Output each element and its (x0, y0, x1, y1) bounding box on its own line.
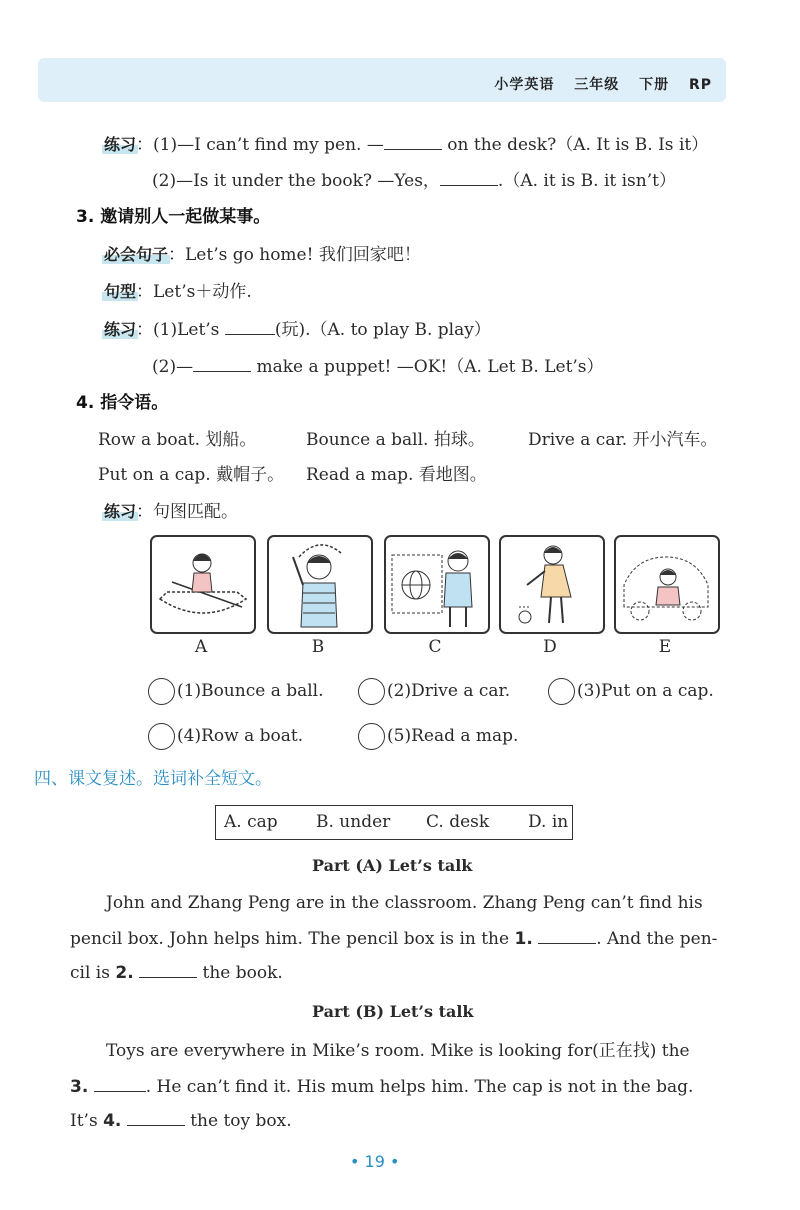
answer-circle[interactable] (358, 678, 385, 705)
picture-d-bounce-ball (499, 535, 605, 634)
command-row-a-boat: Row a boat. 划船。 (98, 430, 257, 450)
picture-label: E (658, 637, 672, 657)
answer-blank[interactable] (139, 963, 197, 978)
command-bounce-a-ball: Bounce a ball. 拍球。 (306, 430, 485, 450)
part-b-line-3: It’s 4. the toy box. (70, 1111, 292, 1131)
section3-pattern: 句型：Let’s＋动作. (104, 282, 252, 302)
picture-label: D (543, 637, 557, 657)
section3-heading: 3. 邀请别人一起做某事。 (76, 207, 271, 227)
page-number: • 19 • (350, 1152, 400, 1171)
header-subject: 小学英语 (494, 77, 555, 93)
picture-e-drive-car (614, 535, 720, 634)
section3-q1: 练习：(1)Let’s (玩).（A. to play B. play） (104, 320, 491, 340)
part-a-title: Part (A) Let’s talk (312, 856, 473, 875)
word-options-box (215, 805, 573, 840)
answer-circle[interactable] (548, 678, 575, 705)
pattern-label: 句型 (104, 282, 137, 301)
answer-blank[interactable] (94, 1077, 146, 1092)
part-b-title: Part (B) Let’s talk (312, 1002, 474, 1021)
practice-label: 练习 (104, 135, 137, 154)
answer-blank[interactable] (193, 357, 251, 372)
word-option: C. desk (426, 812, 490, 832)
word-option: B. under (316, 812, 391, 832)
practice-label: 练习 (104, 320, 137, 339)
picture-b-put-on-cap (267, 535, 373, 634)
match-item-3: (3)Put on a cap. (548, 678, 714, 705)
answer-blank[interactable] (384, 135, 442, 150)
answer-circle[interactable] (148, 723, 175, 750)
picture-label: B (311, 637, 325, 657)
part-a-line-2: pencil box. John helps him. The pencil box is in the 1. . And the pen- (70, 929, 718, 949)
section-four-title: 四、课文复述。选词补全短文。 (34, 769, 272, 789)
section4-heading: 4. 指令语。 (76, 393, 169, 413)
match-item-4: (4)Row a boat. (148, 723, 303, 750)
header-grade: 三年级 (574, 77, 620, 93)
answer-blank[interactable] (538, 929, 596, 944)
answer-circle[interactable] (358, 723, 385, 750)
part-a-line-1: John and Zhang Peng are in the classroom. Zhang Peng can’t find his (106, 893, 703, 913)
picture-label: A (194, 637, 208, 657)
command-drive-a-car: Drive a car. 开小汽车。 (528, 430, 718, 450)
header-info (480, 74, 712, 94)
match-item-2: (2)Drive a car. (358, 678, 510, 705)
match-item-5: (5)Read a map. (358, 723, 518, 750)
answer-blank[interactable] (127, 1111, 185, 1126)
match-item-1: (1)Bounce a ball. (148, 678, 324, 705)
must-label: 必会句子 (104, 245, 169, 264)
answer-blank[interactable] (225, 320, 275, 335)
header-edition: RP (688, 77, 712, 93)
part-a-line-3: cil is 2. the book. (70, 963, 283, 983)
picture-label: C (428, 637, 442, 657)
answer-blank[interactable] (440, 171, 498, 186)
section3-q2: (2)— make a puppet! —OK!（A. Let B. Let’s） (152, 357, 604, 377)
part-b-line-2: 3. . He can’t find it. His mum helps him. The cap is not in the bag. (70, 1077, 694, 1097)
word-option: A. cap (224, 812, 278, 832)
command-read-a-map: Read a map. 看地图。 (306, 465, 487, 485)
command-put-on-a-cap: Put on a cap. 戴帽子。 (98, 465, 285, 485)
practice-label: 练习 (104, 502, 137, 521)
picture-a-row-boat (150, 535, 256, 634)
picture-c-read-map (384, 535, 490, 634)
top-practice-q1: 练习：(1)—I can’t find my pen. — on the desk?（A. It is B. Is it） (104, 135, 709, 155)
section4-practice: 练习：句图匹配。 (104, 502, 239, 522)
top-practice-q2: (2)—Is it under the book? —Yes， .（A. it is B. it isn’t） (152, 171, 676, 191)
header-volume: 下册 (639, 77, 670, 93)
answer-circle[interactable] (148, 678, 175, 705)
section3-must-sentence: 必会句子：Let’s go home! 我们回家吧！ (104, 245, 421, 265)
part-b-line-1: Toys are everywhere in Mike’s room. Mike is looking for(正在找) the (106, 1041, 690, 1061)
word-option: D. in (528, 812, 569, 832)
